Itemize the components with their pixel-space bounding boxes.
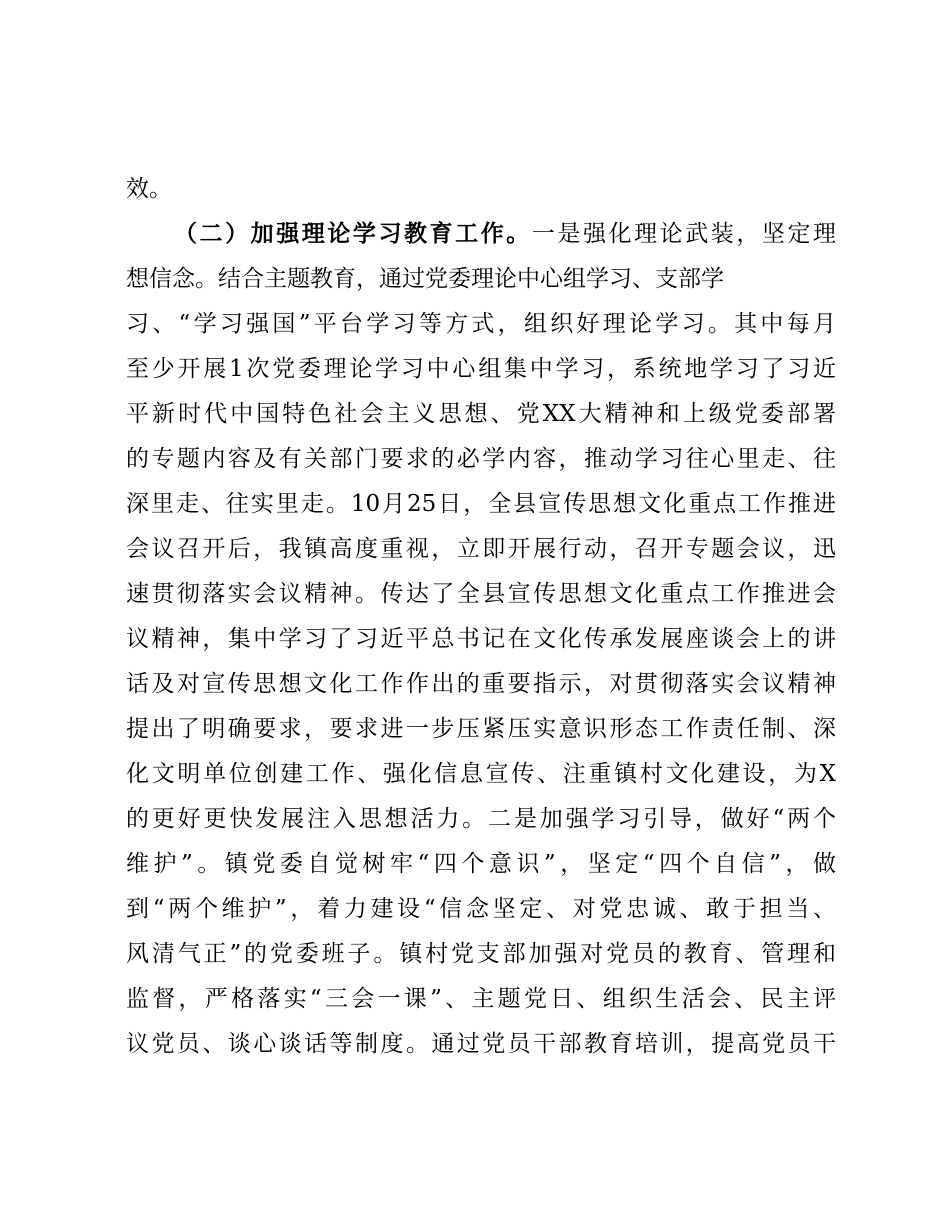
text-line-14 — [126, 756, 836, 792]
text-span: 习、“学习强国”平台学习等方式，组织好理论学习。其中每月 — [126, 311, 836, 337]
text-span: 维护”。镇党委自觉树牢“四个意识”，坚定“四个自信”，做 — [126, 851, 836, 877]
text-line-4 — [126, 306, 836, 342]
text-span: 会议召开后，我镇高度重视，立即开展行动，召开专题会议，迅 — [126, 536, 836, 562]
text-span: 话及对宣传思想文化工作作出的重要指示，对贯彻落实会议精神 — [126, 671, 836, 697]
text-span: 想信念。结合主题教育，通过党委理论中心组学习、支部学 — [126, 266, 724, 292]
text-span: 风清气正”的党委班子。镇村党支部加强对党员的教育、管理和 — [126, 941, 836, 967]
text-span: 监督，严格落实“三会一课”、主题党日、组织生活会、民主评 — [126, 986, 836, 1012]
text-span: 提出了明确要求，要求进一步压紧压实意识形态工作责任制、深 — [126, 716, 836, 742]
text-line-8 — [126, 486, 836, 522]
text-line-13 — [126, 711, 836, 747]
text-span: 速贯彻落实会议精神。传达了全县宣传思想文化重点工作推进会 — [126, 581, 836, 607]
text-span: 的更好更快发展注入思想活力。二是加强学习引导，做好“两个 — [126, 806, 836, 832]
text-span: 化文明单位创建工作、强化信息宣传、注重镇村文化建设，为X — [126, 761, 836, 787]
text-line-17 — [126, 891, 836, 927]
text-line-18 — [126, 936, 836, 972]
text-line-5 — [126, 351, 836, 387]
text-span: 的专题内容及有关部门要求的必学内容，推动学习往心里走、往 — [126, 446, 836, 472]
text-span: 至少开展1次党委理论学习中心组集中学习，系统地学习了习近 — [126, 356, 836, 382]
text-span: 到“两个维护”，着力建设“信念坚定、对党忠诚、敢于担当、 — [126, 896, 836, 922]
text-line-12 — [126, 666, 836, 702]
section-heading: （二）加强理论学习教育工作。 — [174, 220, 532, 247]
text-span: 平新时代中国特色社会主义思想、党XX大精神和上级党委部署 — [126, 401, 836, 427]
text-line-19 — [126, 981, 836, 1017]
text-line-10 — [126, 576, 836, 612]
text-span: 议精神，集中学习了习近平总书记在文化传承发展座谈会上的讲 — [126, 626, 836, 652]
text-span: 一是强化理论武装，坚定理 — [531, 221, 837, 247]
text-span: 深里走、往实里走。10月25日，全县宣传思想文化重点工作推进 — [126, 491, 836, 517]
text-line-1 — [126, 171, 836, 207]
text-span: 效。 — [126, 176, 172, 202]
text-line-16 — [126, 846, 836, 882]
text-line-11 — [126, 621, 836, 657]
text-line-9 — [126, 531, 836, 567]
text-line-3 — [126, 261, 836, 297]
text-line-15 — [126, 801, 836, 837]
text-line-6 — [126, 396, 836, 432]
text-line-7 — [126, 441, 836, 477]
text-line-20 — [126, 1026, 836, 1062]
text-span: 议党员、谈心谈话等制度。通过党员干部教育培训，提高党员干 — [126, 1031, 836, 1057]
text-line-2 — [174, 216, 836, 252]
